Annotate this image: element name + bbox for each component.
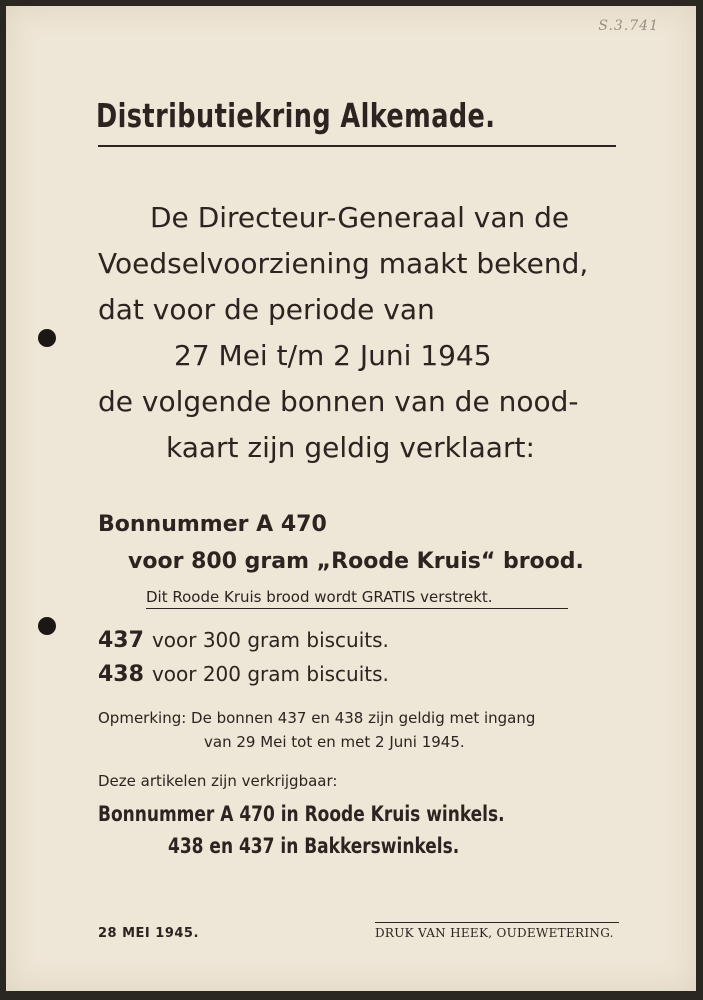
availability-line: Bonnummer A 470 in Roode Kruis winkels. xyxy=(98,802,505,826)
intro-line: Voedselvoorziening maakt bekend, xyxy=(98,247,589,280)
bon-text: voor 300 gram biscuits. xyxy=(151,628,389,652)
intro-line: De Directeur-Generaal van de xyxy=(150,201,570,234)
punch-hole xyxy=(38,329,56,347)
bon-row xyxy=(98,662,389,687)
intro-line: dat voor de periode van xyxy=(98,293,435,326)
printer-credit: DRUK VAN HEEK, OUDEWETERING. xyxy=(375,922,619,940)
remark xyxy=(98,706,535,754)
title-underline xyxy=(98,145,616,147)
page-title: Distributiekring Alkemade. xyxy=(96,96,496,135)
bon-number: 438 xyxy=(98,662,144,687)
punch-hole xyxy=(38,617,56,635)
bon-number: 437 xyxy=(98,628,144,653)
bon-text: voor 200 gram biscuits. xyxy=(151,662,389,686)
availability-line: 438 en 437 in Bakkerswinkels. xyxy=(168,834,460,858)
bon-a-heading: Bonnummer A 470 xyxy=(98,512,327,537)
remark-line: van 29 Mei tot en met 2 Juni 1945. xyxy=(204,733,465,751)
archive-number: S.3.741 xyxy=(598,18,659,34)
bon-a-detail: voor 800 gram „Roode Kruis“ brood. xyxy=(128,549,584,574)
bon-a-note: Dit Roode Kruis brood wordt GRATIS verstrekt. xyxy=(146,588,568,609)
bon-row xyxy=(98,628,389,653)
intro-line: kaart zijn geldig verklaart: xyxy=(166,431,535,464)
issue-date: 28 MEI 1945. xyxy=(98,926,199,941)
remark-line: Opmerking: De bonnen 437 en 438 zijn geldig met ingang xyxy=(98,709,536,727)
intro-line: de volgende bonnen van de nood- xyxy=(98,385,579,418)
announcement-text xyxy=(98,195,628,471)
availability-intro: Deze artikelen zijn verkrijgbaar: xyxy=(98,772,338,790)
intro-period: 27 Mei t/m 2 Juni 1945 xyxy=(174,339,492,372)
